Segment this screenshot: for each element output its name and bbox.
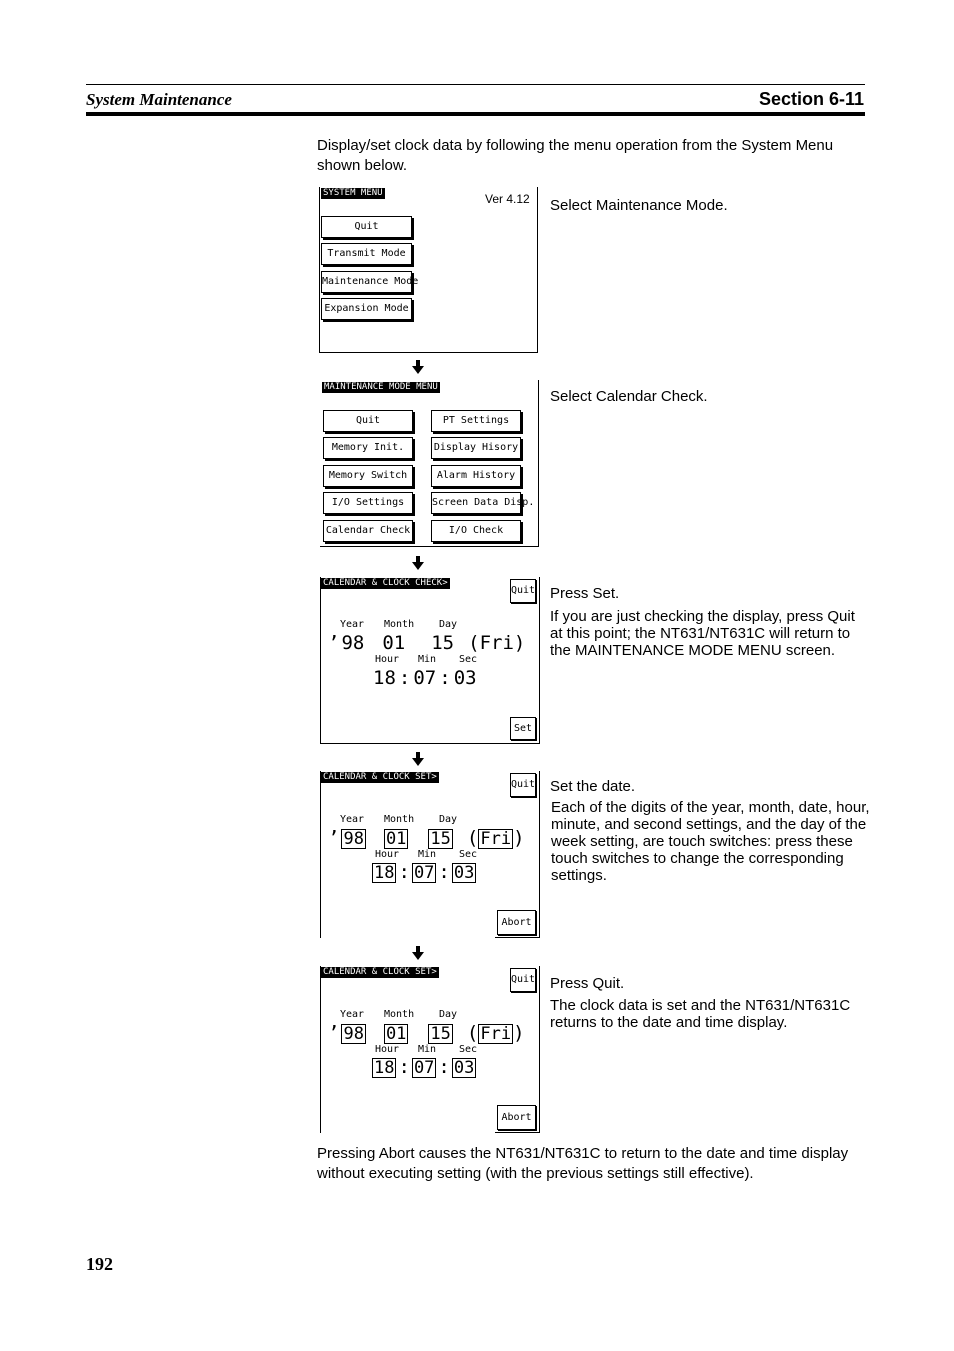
month-label: Month	[384, 814, 415, 825]
sec-label: Sec	[459, 849, 478, 860]
hour-label: Hour	[375, 1044, 400, 1055]
day-label: Day	[439, 1009, 458, 1020]
maintenance-menu-screen	[320, 380, 539, 547]
header-rule-bottom	[86, 112, 865, 116]
step1-instruction: Select Maintenance Mode.	[550, 197, 728, 214]
day-switch[interactable]: 15	[430, 1024, 451, 1044]
sec-switch[interactable]: 03	[453, 863, 475, 883]
quit-button[interactable]: Quit	[510, 579, 536, 603]
step3-detail: If you are just checking the display, press Quit at this point; the NT631/NT631C will return to the MAINTENANCE MODE MENU screen.	[550, 608, 855, 659]
screen-title: CALENDAR & CLOCK CHECK>	[323, 578, 448, 588]
system-menu-screen	[319, 187, 538, 353]
sec-label: Sec	[459, 654, 478, 665]
year-switch[interactable]: 98	[343, 1024, 364, 1044]
min-label: Min	[418, 849, 437, 860]
calendar-check-screen	[320, 577, 540, 744]
set-button[interactable]: Set	[510, 717, 536, 740]
memory-init-button[interactable]: Memory Init.	[323, 437, 413, 459]
min-switch[interactable]: 07	[413, 863, 435, 883]
calendar-check-button[interactable]: Calendar Check	[323, 520, 413, 542]
month-switch[interactable]: 01	[385, 1024, 407, 1044]
step4-instruction: Set the date.	[550, 778, 636, 795]
weekday-switch[interactable]: Fri	[480, 829, 512, 849]
quit-button[interactable]: Quit	[323, 410, 413, 432]
quit-button[interactable]: Quit	[321, 216, 412, 238]
year-label: Year	[340, 619, 365, 630]
time-display: 18 : 07 : 03	[373, 667, 477, 689]
calendar-set-screen	[320, 771, 540, 938]
sec-switch[interactable]: 03	[453, 1058, 475, 1078]
month-switch[interactable]: 01	[385, 829, 407, 849]
month-value: 01	[382, 632, 406, 654]
display-history-button[interactable]: Display Hisory	[431, 437, 521, 459]
day-label: Day	[439, 619, 458, 630]
pt-settings-button[interactable]: PT Settings	[431, 410, 521, 432]
transmit-mode-button[interactable]: Transmit Mode	[321, 243, 412, 265]
alarm-history-button[interactable]: Alarm History	[431, 465, 521, 487]
screen-title: CALENDAR & CLOCK SET>	[323, 967, 437, 977]
month-label: Month	[384, 1009, 415, 1020]
io-settings-button[interactable]: I/O Settings	[323, 492, 413, 514]
maintenance-mode-button[interactable]: Maintenance Mode	[321, 271, 412, 293]
expansion-mode-button[interactable]: Expansion Mode	[321, 298, 412, 320]
hour-label: Hour	[375, 849, 400, 860]
closing-paragraph: Pressing Abort causes the NT631/NT631C to return to the date and time display without executing setting (with the previous settings still effective).	[317, 1145, 849, 1182]
year-value: 98	[341, 632, 365, 654]
step3-instruction: Press Set.	[550, 585, 620, 602]
weekday-switch[interactable]: Fri	[480, 1024, 512, 1044]
page-number: 192	[86, 1254, 113, 1274]
step5-instruction: Press Quit.	[550, 975, 625, 992]
day-label: Day	[439, 814, 458, 825]
date-display: ’ 98 01 15 ( Fri )	[328, 1022, 525, 1044]
quit-button[interactable]: Quit	[510, 773, 536, 797]
min-value: 07	[413, 667, 437, 689]
date-display: ’ 98 01 15 (Fri)	[328, 632, 526, 654]
date-display: ’ 98 01 15 ( Fri )	[328, 827, 525, 849]
abort-button[interactable]: Abort	[497, 910, 536, 935]
abort-button[interactable]: Abort	[497, 1105, 536, 1130]
header-rule-top	[86, 84, 865, 85]
month-label: Month	[384, 619, 415, 630]
time-display: 18 : 07 : 03	[374, 1056, 475, 1078]
hour-value: 18	[373, 667, 396, 689]
year-switch[interactable]: 98	[343, 829, 364, 849]
year-label: Year	[340, 1009, 365, 1020]
section-title: System Maintenance	[86, 90, 232, 109]
memory-switch-button[interactable]: Memory Switch	[323, 465, 413, 487]
down-arrow-icon	[412, 556, 424, 570]
section-number: Section 6-11	[758, 89, 864, 109]
hour-label: Hour	[375, 654, 400, 665]
step2-instruction: Select Calendar Check.	[550, 388, 708, 405]
weekday-value: Fri	[479, 632, 514, 654]
down-arrow-icon	[412, 360, 424, 374]
min-switch[interactable]: 07	[413, 1058, 435, 1078]
year-label: Year	[340, 814, 365, 825]
sec-value: 03	[453, 667, 477, 689]
time-display: 18 : 07 : 03	[374, 861, 475, 883]
down-arrow-icon	[412, 752, 424, 766]
min-label: Min	[418, 654, 437, 665]
step5-detail: The clock data is set and the NT631/NT631C returns to the date and time display.	[550, 997, 851, 1031]
hour-switch[interactable]: 18	[374, 863, 395, 883]
io-check-button[interactable]: I/O Check	[431, 520, 521, 542]
intro-paragraph: Display/set clock data by following the menu operation from the System Menu shown below.	[317, 137, 834, 174]
hour-switch[interactable]: 18	[374, 1058, 395, 1078]
step4-detail: Each of the digits of the year, month, date, hour, minute, and second settings, and the day of the week setting, are touch switches: press these touch switches to change the corresponding settings.	[551, 799, 870, 884]
sec-label: Sec	[459, 1044, 478, 1055]
screen-title: MAINTENANCE MODE MENU	[324, 382, 438, 392]
version-label: Ver 4.12	[485, 192, 530, 206]
day-value: 15	[431, 632, 455, 654]
day-switch[interactable]: 15	[430, 829, 451, 849]
screen-title: SYSTEM MENU	[323, 188, 383, 198]
calendar-set-quit-screen	[320, 966, 540, 1133]
down-arrow-icon	[412, 946, 424, 960]
screen-data-disp-button[interactable]: Screen Data Disp.	[431, 492, 521, 514]
min-label: Min	[418, 1044, 437, 1055]
quit-button[interactable]: Quit	[510, 968, 536, 992]
screen-title: CALENDAR & CLOCK SET>	[323, 772, 437, 782]
